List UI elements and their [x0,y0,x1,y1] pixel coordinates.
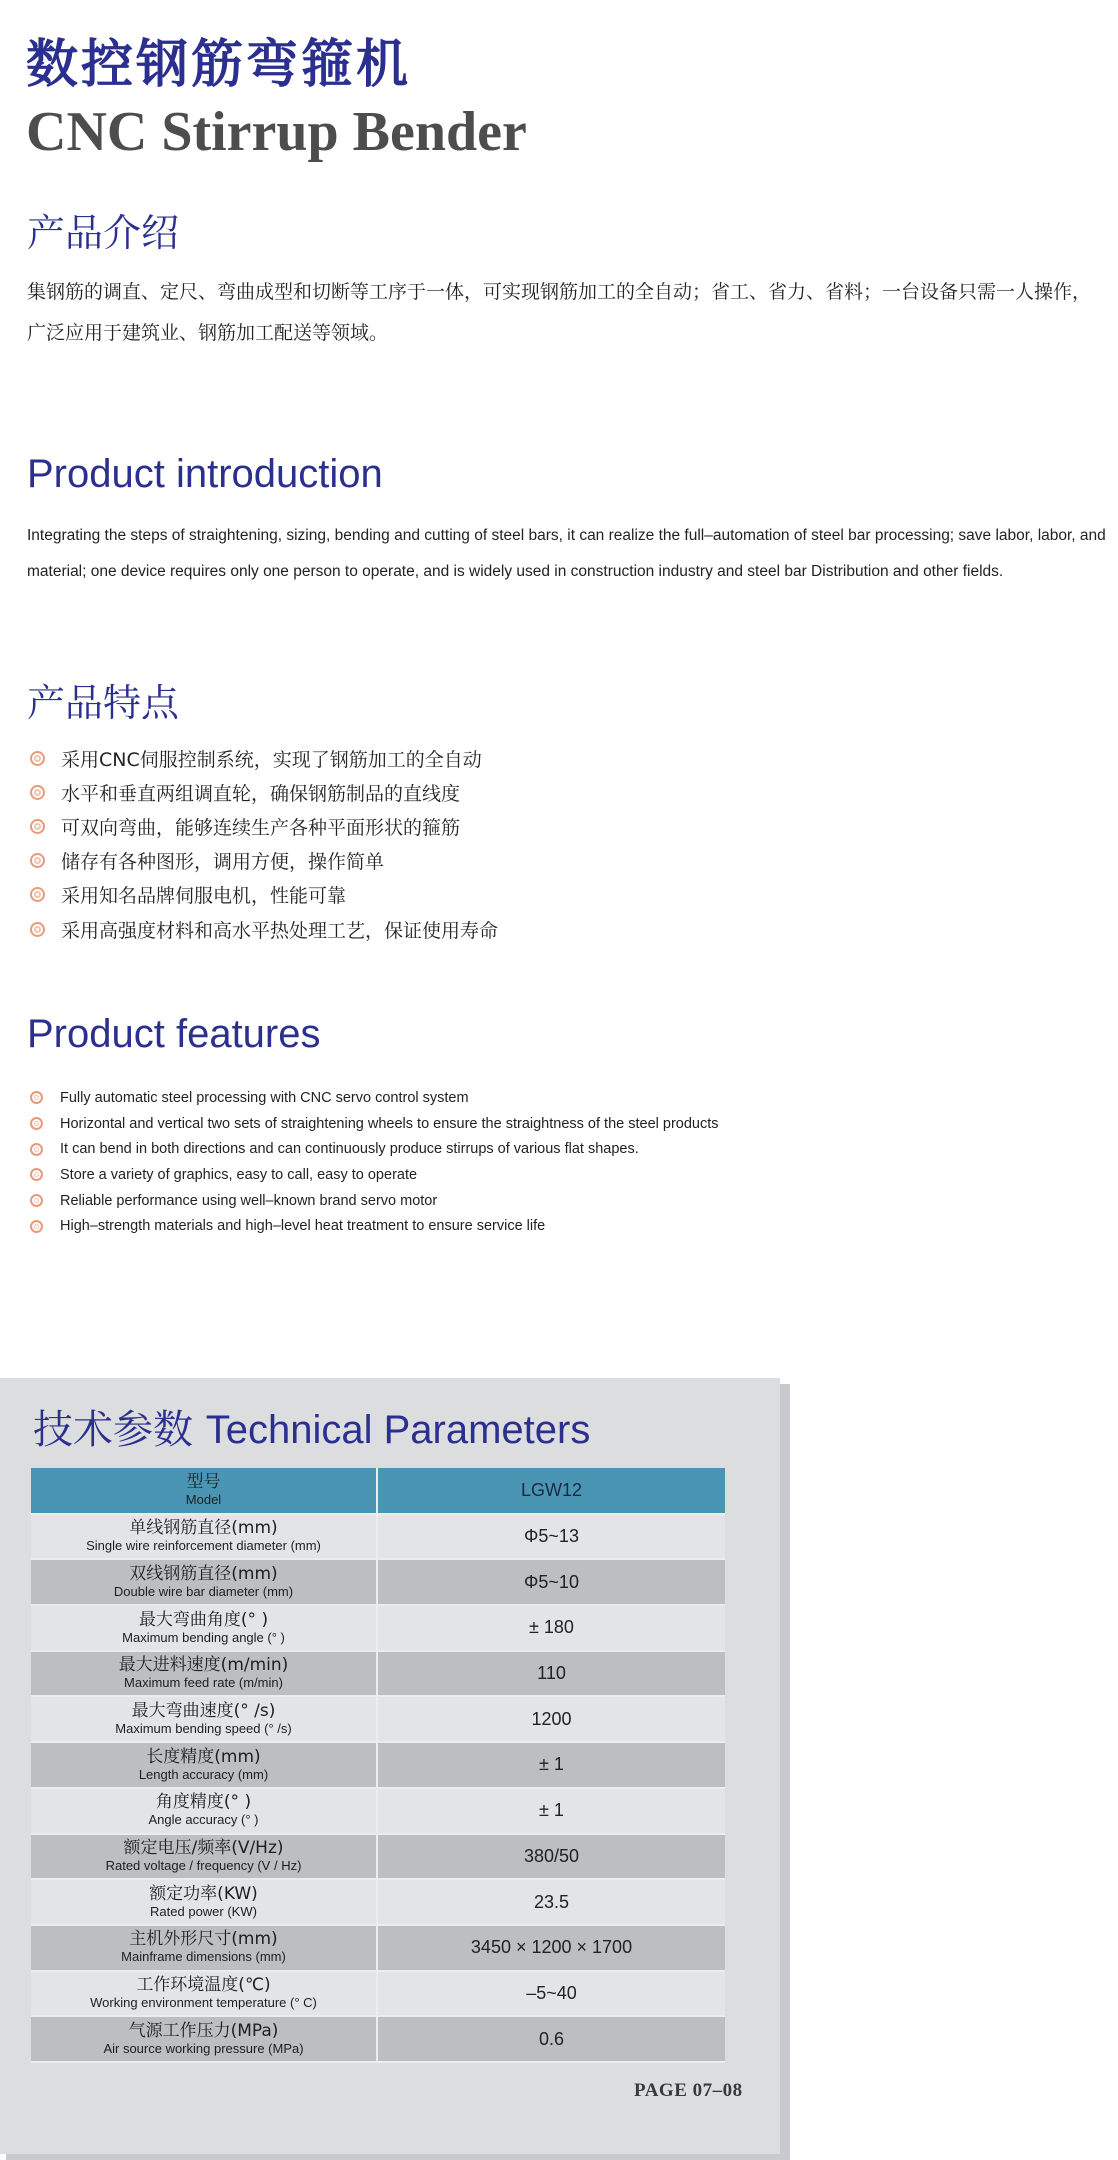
circle-bullet-icon [30,1168,43,1181]
param-value: LGW12 [377,1468,725,1514]
param-label: 双线钢筋直径(mm) Double wire bar diameter (mm) [31,1559,377,1605]
feature-item: Fully automatic steel processing with CNC servo control system [30,1085,719,1111]
intro-text-en: Integrating the steps of straightening, sizing, bending and cutting of steel bars, it can realize the full–automation of steel bar processing; save labor, labor, and material; one device requires only one person to operate, and is widely used in construction industry and steel bar Distribution and other fields. [27,527,1106,580]
features-heading-cn: 产品特点 [27,681,180,725]
param-label: 气源工作压力(MPa) Air source working pressure (MPa) [31,2016,377,2062]
circle-bullet-icon [30,1194,43,1207]
circle-bullet-icon [30,887,45,902]
param-label: 最大弯曲速度(° /s) Maximum bending speed (° /s) [31,1696,377,1742]
params-header-row [31,1468,725,1514]
page-number: PAGE 07–08 [634,2080,743,2101]
param-label: 工作环境温度(℃) Working environment temperature (° C) [31,1971,377,2017]
params-row [31,1696,725,1742]
circle-bullet-icon [30,922,45,937]
params-row [31,1788,725,1834]
params-row [31,2016,725,2062]
params-row [31,1834,725,1880]
intro-heading-en: Product introduction [27,452,383,496]
circle-bullet-icon [30,1220,43,1233]
intro-text-cn: 集钢筋的调直、定尺、弯曲成型和切断等工序于一体，可实现钢筋加工的全自动；省工、省力、省料；一台设备只需一人操作，广泛应用于建筑业、钢筋加工配送等领域。 [27,281,1092,344]
param-label: 型号 Model [31,1468,377,1514]
param-label: 单线钢筋直径(mm) Single wire reinforcement diameter (mm) [31,1514,377,1560]
param-value: ± 1 [377,1788,725,1834]
intro-heading-cn: 产品介绍 [27,211,180,255]
params-row [31,1514,725,1560]
param-value: Φ5~10 [377,1559,725,1605]
feature-item: 采用高强度材料和高水平热处理工艺，保证使用寿命 [30,912,498,946]
param-value: ± 1 [377,1742,725,1788]
feature-item: 采用CNC伺服控制系统，实现了钢筋加工的全自动 [30,741,498,775]
param-label: 额定功率(KW) Rated power (KW) [31,1879,377,1925]
product-title-en: CNC Stirrup Bender [26,101,527,163]
circle-bullet-icon [30,785,45,800]
circle-bullet-icon [30,1117,43,1130]
params-row [31,1605,725,1651]
params-row [31,1559,725,1605]
features-list-en [30,1085,719,1239]
params-row [31,1925,725,1971]
circle-bullet-icon [30,751,45,766]
param-value: 110 [377,1651,725,1697]
features-list-cn [30,741,498,946]
feature-item: 水平和垂直两组调直轮，确保钢筋制品的直线度 [30,775,498,809]
feature-item: High–strength materials and high–level heat treatment to ensure service life [30,1213,719,1239]
params-row [31,1651,725,1697]
feature-item: 可双向弯曲，能够连续生产各种平面形状的箍筋 [30,809,498,843]
feature-item: It can bend in both directions and can continuously produce stirrups of various flat shapes. [30,1136,719,1162]
params-row [31,1742,725,1788]
circle-bullet-icon [30,1091,43,1104]
param-label: 最大弯曲角度(° ) Maximum bending angle (° ) [31,1605,377,1651]
param-label: 角度精度(° ) Angle accuracy (° ) [31,1788,377,1834]
params-row [31,1971,725,2017]
param-value: 3450 × 1200 × 1700 [377,1925,725,1971]
feature-item: 储存有各种图形，调用方便，操作简单 [30,844,498,878]
feature-item: Reliable performance using well–known brand servo motor [30,1188,719,1214]
feature-item: Horizontal and vertical two sets of straightening wheels to ensure the straightness of the steel products [30,1111,719,1137]
circle-bullet-icon [30,1143,43,1156]
param-label: 主机外形尺寸(mm) Mainframe dimensions (mm) [31,1925,377,1971]
param-label: 长度精度(mm) Length accuracy (mm) [31,1742,377,1788]
param-value: 1200 [377,1696,725,1742]
features-heading-en: Product features [27,1012,321,1056]
param-value: 0.6 [377,2016,725,2062]
params-row [31,1879,725,1925]
param-label: 最大进料速度(m/min) Maximum feed rate (m/min) [31,1651,377,1697]
feature-item: Store a variety of graphics, easy to call, easy to operate [30,1162,719,1188]
param-value: ± 180 [377,1605,725,1651]
circle-bullet-icon [30,819,45,834]
feature-item: 采用知名品牌伺服电机，性能可靠 [30,878,498,912]
param-value: 23.5 [377,1879,725,1925]
param-value: –5~40 [377,1971,725,2017]
param-label: 额定电压/频率(V/Hz) Rated voltage / frequency (V / Hz) [31,1834,377,1880]
params-table [31,1468,725,2063]
params-title: 技术参数 Technical Parameters [33,1407,591,1453]
param-value: 380/50 [377,1834,725,1880]
circle-bullet-icon [30,853,45,868]
product-title-cn: 数控钢筋弯箍机 [26,34,412,95]
param-value: Φ5~13 [377,1514,725,1560]
